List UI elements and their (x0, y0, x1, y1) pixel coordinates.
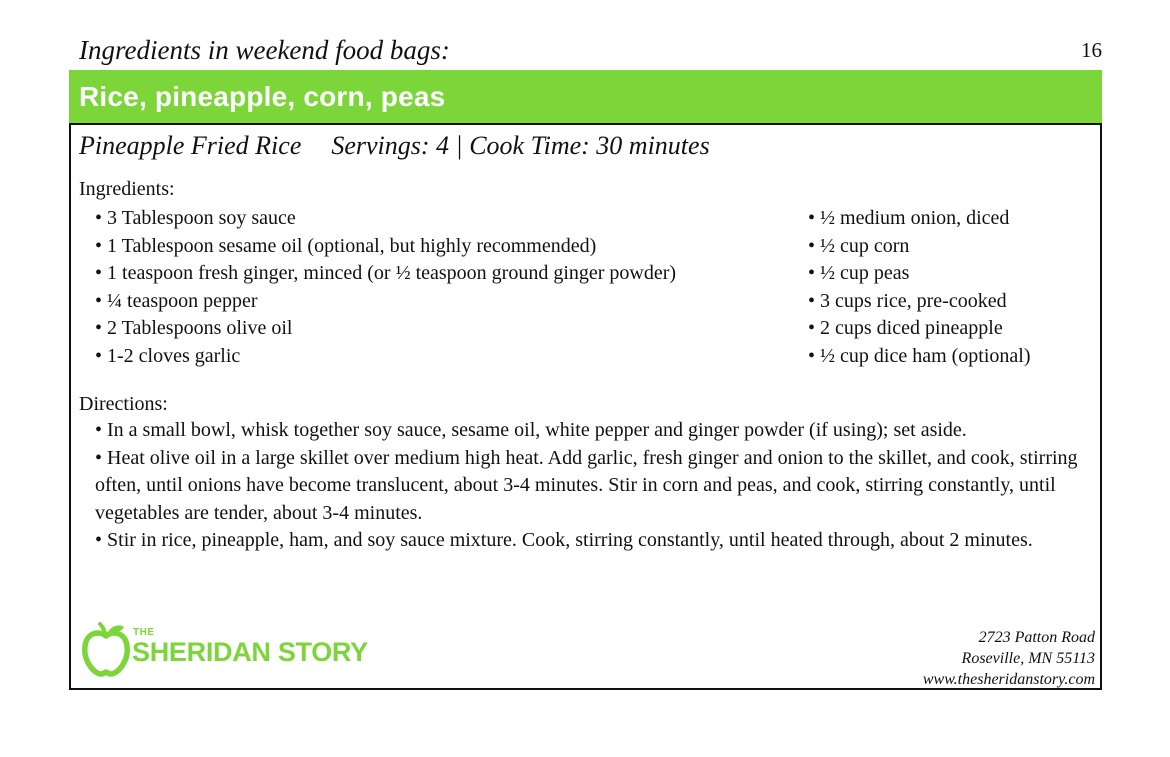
banner-title: Rice, pineapple, corn, peas (79, 81, 446, 112)
ingredient-item: • ½ medium onion, diced (808, 205, 1031, 233)
ingredient-item: • ½ cup peas (808, 260, 1031, 288)
apple-icon (81, 622, 131, 680)
ingredient-item: • ¼ teaspoon pepper (95, 288, 676, 316)
address-city: Roseville, MN 55113 (961, 650, 1095, 667)
recipe-meta: Servings: 4 | Cook Time: 30 minutes (331, 131, 710, 160)
direction-step: • Stir in rice, pineapple, ham, and soy sauce mixture. Cook, stirring constantly, until heated through, about 2 minutes. (95, 527, 1103, 555)
page-heading: Ingredients in weekend food bags: (79, 35, 450, 65)
direction-step: • In a small bowl, whisk together soy sauce, sesame oil, white pepper and ginger powder (if using); set aside. (95, 417, 1103, 445)
website-link[interactable]: www.thesheridanstory.com (922, 671, 1095, 688)
sheridan-story-logo (81, 622, 391, 682)
logo-main-text: SHERIDAN STORY (132, 637, 368, 667)
recipe-title-line (79, 128, 710, 164)
direction-step: • Heat olive oil in a large skillet over medium high heat. Add garlic, fresh ginger and onion to the skillet, and cook, stirring often, until onions have become translucent, about 3-4 minutes. Stir in corn and peas, and cook, stirring constantly, until vegetables are tender, about 3-4 minutes. (75, 445, 1103, 528)
ingredients-banner (69, 70, 1102, 123)
address-street: 2723 Patton Road (978, 629, 1095, 646)
page-header (79, 33, 1103, 67)
ingredients-list-left (95, 205, 676, 371)
page-number: 16 (1081, 38, 1102, 62)
ingredient-item: • 1-2 cloves garlic (95, 343, 676, 371)
ingredients-list-right (808, 205, 1031, 371)
recipe-card (69, 123, 1102, 690)
ingredient-item: • 2 Tablespoons olive oil (95, 315, 676, 343)
ingredient-item: • 1 Tablespoon sesame oil (optional, but highly recommended) (95, 233, 676, 261)
address-block (923, 627, 1095, 690)
ingredient-item: • ½ cup dice ham (optional) (808, 343, 1031, 371)
ingredient-item: • 3 cups rice, pre-cooked (808, 288, 1031, 316)
recipe-name: Pineapple Fried Rice (79, 131, 302, 160)
ingredient-item: • 1 teaspoon fresh ginger, minced (or ½ teaspoon ground ginger powder) (95, 260, 676, 288)
ingredients-label: Ingredients: (79, 178, 175, 200)
directions-list (95, 417, 1103, 555)
ingredient-item: • 3 Tablespoon soy sauce (95, 205, 676, 233)
ingredient-item: • 2 cups diced pineapple (808, 315, 1031, 343)
directions-label: Directions: (79, 393, 168, 415)
logo-small-text: THE (133, 627, 155, 638)
ingredient-item: • ½ cup corn (808, 233, 1031, 261)
